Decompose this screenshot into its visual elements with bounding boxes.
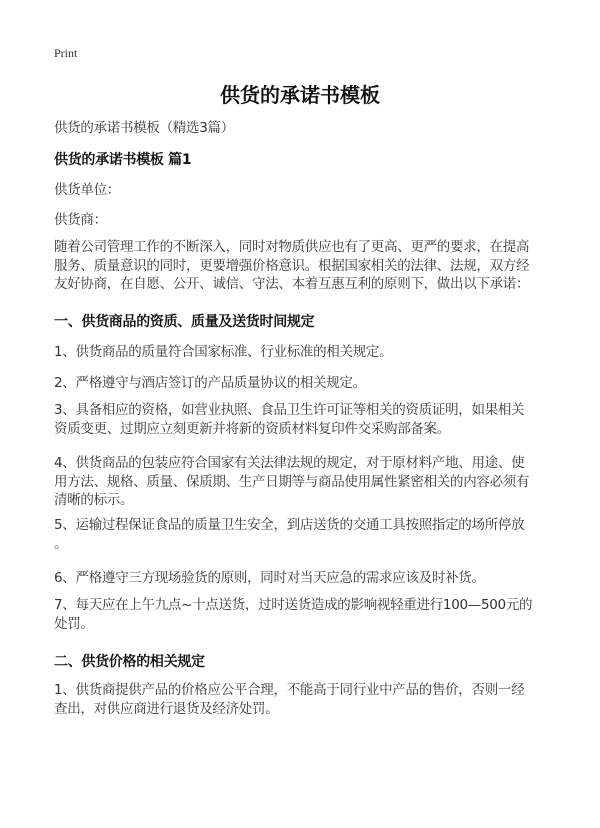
text-line: 7、每天应在上午九点~十点送货，过时送货造成的影响视轻重进行100—500元的	[54, 597, 533, 613]
subtitle: 供货的承诺书模板（精选3篇）	[54, 120, 234, 136]
section-title: 供货的承诺书模板 篇1	[54, 152, 192, 168]
text-line: 6、严格遵守三方现场验货的原则，同时对当天应急的需求应该及时补货。	[54, 570, 485, 586]
text-line: 1、供货商提供产品的价格应公平合理，不能高于同行业中产品的售价，否则一经	[54, 682, 525, 698]
text-line: 查出，对供应商进行退货及经济处罚。	[54, 700, 279, 717]
list-item	[54, 596, 532, 633]
heading-price: 二、供货价格的相关规定	[54, 654, 205, 670]
text-line: 服务、质量意识的同时，更要增强价格意识。根据国家相关的法律、法规，双方经	[54, 257, 530, 274]
text-line: 用方法、规格、质量、保质期、生产日期等与商品使用属性紧密相关的内容必须有	[54, 473, 530, 490]
text-line: 4、供货商品的包装应符合国家有关法律法规的规定，对于原材料产地、用途、使	[54, 455, 525, 471]
list-item	[54, 681, 524, 718]
text-line: 。	[54, 535, 68, 552]
print-link[interactable]: Print	[54, 46, 78, 60]
list-item	[54, 374, 366, 393]
text-line: 1、供货商品的质量符合国家标准、行业标准的相关规定。	[54, 344, 393, 360]
text-line: 资质变更、过期应立刻更新并将新的资质材料复印件交采购部备案。	[54, 420, 450, 437]
supplier-unit-label: 供货单位：	[54, 182, 120, 198]
list-item	[54, 401, 524, 438]
supplier-label: 供货商：	[54, 212, 107, 228]
text-line: 3、具备相应的资格，如营业执照、食品卫生许可证等相关的资质证明，如果相关	[54, 402, 525, 418]
list-item	[54, 343, 392, 362]
text-line: 清晰的标示。	[54, 492, 134, 508]
heading-quality: 一、供货商品的资质、质量及送货时间规定	[54, 314, 315, 330]
text-line: 处罚。	[54, 615, 94, 632]
text-line: 随着公司管理工作的不断深入，同时对物质供应也有了更高、更严的要求，在提高	[54, 239, 530, 255]
text-line: 友好协商，在自愿、公开、诚信、守法、本着互惠互利的原则下，做出以下承诺：	[54, 276, 530, 292]
list-item	[54, 516, 524, 553]
list-item	[54, 454, 529, 510]
page-title: 供货的承诺书模板	[220, 83, 380, 107]
list-item	[54, 569, 485, 588]
text-line: 5、运输过程保证食品的质量卫生安全，到店送货的交通工具按照指定的场所停放	[54, 517, 525, 533]
intro-paragraph	[54, 238, 529, 294]
text-line: 2、严格遵守与酒店签订的产品质量协议的相关规定。	[54, 375, 366, 391]
